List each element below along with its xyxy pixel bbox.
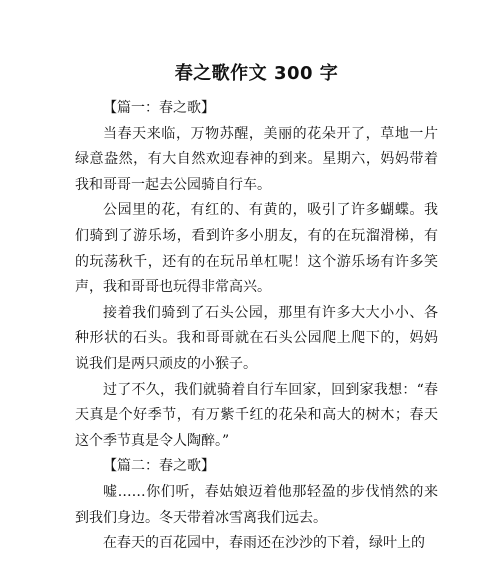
section-label-2: 【篇二：春之歌】 — [103, 458, 215, 475]
paragraph-5: 嘘……你们听，春姑娘迈着他那轻盈的步伐悄然的来到我们身边。冬天带着冰雪离我们远去。 — [75, 483, 438, 526]
paragraph-1: 当春天来临，万物苏醒，美丽的花朵开了，草地一片绿意盎然，有大自然欢迎春神的到来。星期六，妈妈带着我和哥哥一起去公园骑自行车。 — [75, 125, 438, 193]
paragraph-3: 接着我们骑到了石头公园，那里有许多大大小小、各种形状的石头。我和哥哥就在石头公园爬上爬下的，妈妈说我们是两只顽皮的小猴子。 — [75, 304, 438, 372]
document-title: 春之歌作文 300 字 — [174, 63, 339, 84]
paragraph-6: 在春天的百花园中，春雨还在沙沙的下着，绿叶上的 — [103, 535, 425, 552]
paragraph-4: 过了不久，我们就骑着自行车回家，回到家我想：“春天真是个好季节，有万紫千红的花朵和高大的树木；春天这个季节真是令人陶醉。” — [75, 381, 438, 449]
paragraph-2: 公园里的花，有红的、有黄的，吸引了许多蝴蝶。我们骑到了游乐场，看到许多小朋友，有的在玩溜滑梯，有的玩荡秋千，还有的在玩吊单杠呢！这个游乐场有许多笑声，我和哥哥也玩得非常高兴。 — [75, 202, 438, 296]
section-label-1: 【篇一：春之歌】 — [103, 100, 215, 116]
